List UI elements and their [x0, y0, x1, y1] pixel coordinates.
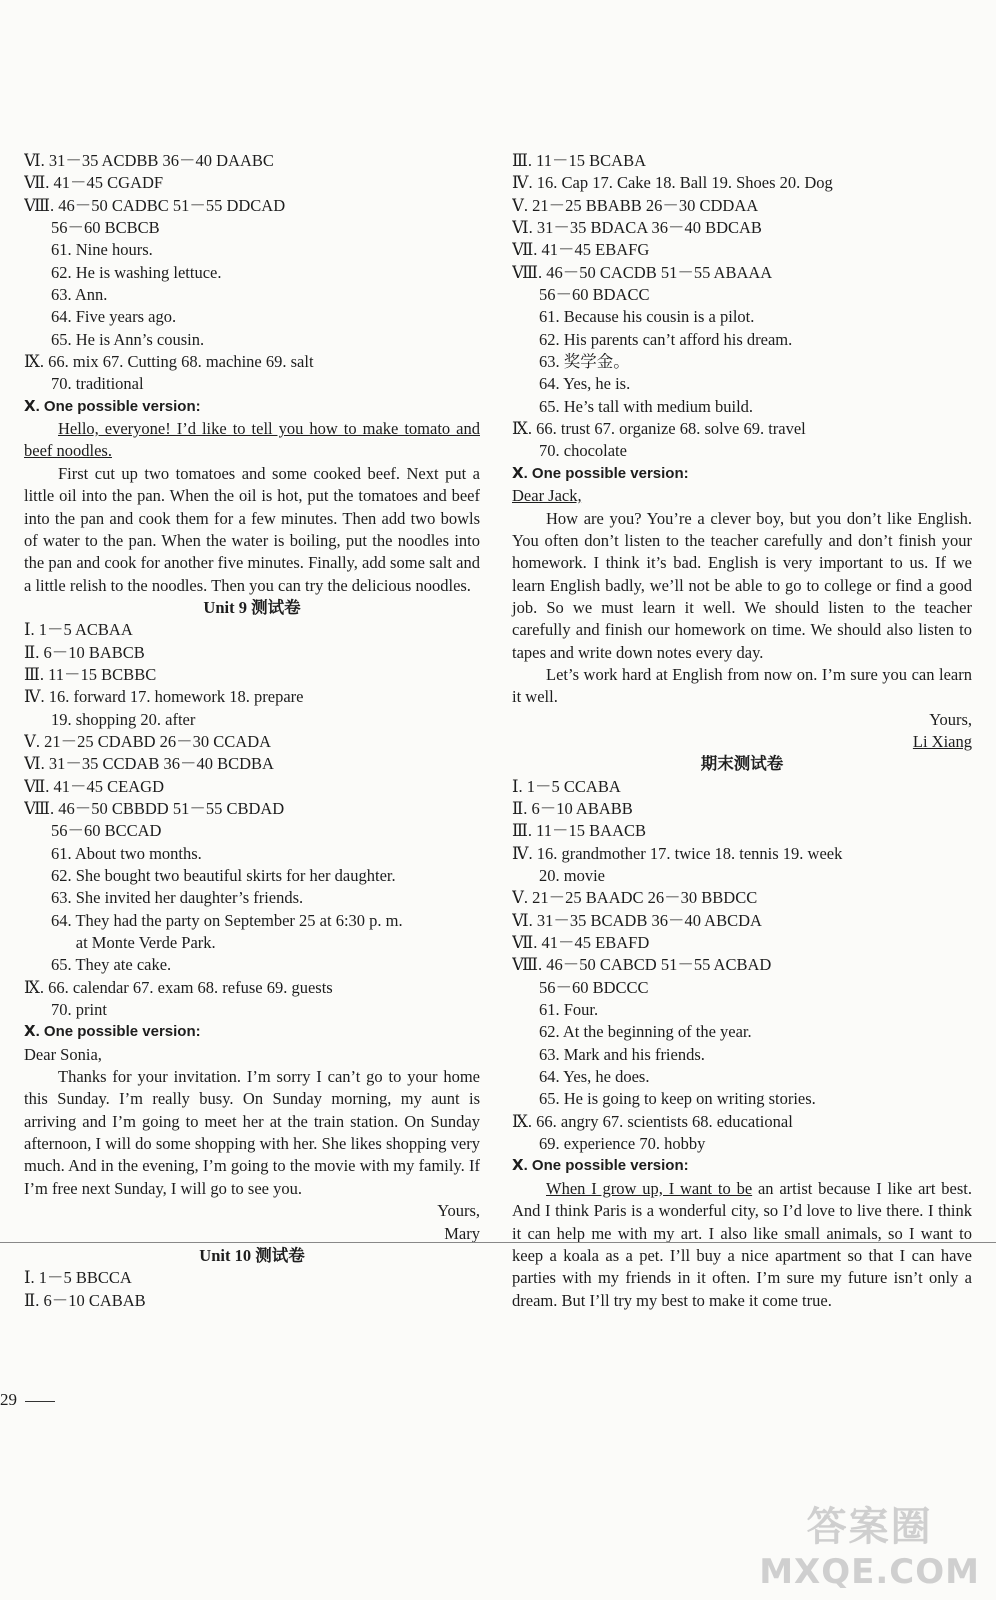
answer-line: 63. Ann. [51, 285, 108, 305]
answer-line: Ⅰ. 1－5 BBCCA [24, 1268, 132, 1288]
answer-line: Ⅲ. 11－15 BAACB [512, 821, 647, 841]
answer-line: 64. Yes, he is. [539, 374, 631, 394]
answer-line: 56－60 BDACC [539, 285, 650, 305]
page-number-dash [25, 1401, 55, 1402]
answer-line: Ⅴ. 21－25 BBABB 26－30 CDDAA [512, 195, 759, 215]
essay-rest: an artist because I like art best. And I think Paris is a wonderful city, so I’d love to live there. I think it can help me with my art. I also like small animals, so I want to keep a koala as a pet. I’ll buy a nice apartment so that I can have parties with my friends in it often. I’m sure my future isn’t only a dream. But I’ll try my best to make it come true. [512, 1178, 972, 1310]
answer-line: Ⅰ. 1－5 ACBAA [24, 620, 133, 640]
answer-line: 63. 奖学金。 [539, 352, 630, 372]
answer-line: 62. His parents can’t afford his dream. [539, 329, 793, 349]
letter-signature: Mary [444, 1223, 480, 1243]
letter-body: Let’s work hard at English from now on. I’m sure you can learn it well. [512, 664, 972, 707]
left-column [24, 150, 480, 1312]
essay-lead: When I grow up, I want to be [546, 1178, 753, 1198]
answer-line: Ⅶ. 41－45 CGADF [24, 173, 164, 193]
page-number [0, 1390, 55, 1410]
answer-line: Ⅱ. 6－10 CABAB [24, 1290, 146, 1310]
answer-line: 62. He is washing lettuce. [51, 262, 222, 282]
watermark-url: MXQE.COM [759, 1552, 980, 1592]
letter-body: How are you? You’re a clever boy, but you don’t like English. You often don’t listen to the teacher carefully and don’t finish your homework. I think it’s bad. English is very important to us. If we learn English badly, we’ll not be able to go to college or find a good job. So we must learn it well. We should listen to the teacher carefully and finish our homework on time. We should also listen to tapes and write down notes every day. [512, 508, 972, 662]
answer-line: 65. They ate cake. [51, 955, 172, 975]
answer-line: 61. Four. [539, 1000, 599, 1020]
letter-greeting: Dear Sonia, [24, 1044, 102, 1064]
answer-line: Ⅳ. 16. Cap 17. Cake 18. Ball 19. Shoes 20. Dog [512, 173, 833, 193]
answer-line: 61. Nine hours. [51, 240, 153, 260]
unit9-title: Unit 9 测试卷 [203, 597, 301, 617]
answer-line: Ⅲ. 11－15 BCABA [512, 151, 647, 170]
answer-line: Ⅲ. 11－15 BCBBC [24, 664, 157, 684]
answer-line: Ⅵ. 31－35 CCDAB 36－40 BCDBA [24, 754, 274, 774]
answer-line: Ⅶ. 41－45 EBAFD [512, 933, 650, 953]
answer-line: Ⅷ. 46－50 CABCD 51－55 ACBAD [512, 955, 772, 975]
answer-line: Ⅸ. 66. trust 67. organize 68. solve 69. travel [512, 419, 806, 439]
answer-line: 56－60 BCCAD [51, 821, 162, 841]
right-column [512, 150, 972, 1312]
answer-line: 65. He is going to keep on writing stories. [539, 1089, 816, 1109]
section-label: Ⅹ. One possible version: [24, 1023, 201, 1041]
section-label: Ⅹ. One possible version: [24, 397, 201, 415]
answer-line: Ⅴ. 21－25 CDABD 26－30 CCADA [24, 731, 272, 751]
answer-line: 70. traditional [51, 374, 144, 394]
answer-line: 70. chocolate [539, 441, 627, 461]
answer-line: Ⅱ. 6－10 ABABB [512, 798, 633, 818]
watermark-logo [759, 1495, 980, 1592]
answer-line: 56－60 BDCCC [539, 977, 649, 997]
answer-line: Ⅵ. 31－35 BCADB 36－40 ABCDA [512, 910, 762, 930]
answer-line: Ⅸ. 66. mix 67. Cutting 68. machine 69. salt [24, 352, 314, 372]
answer-line: Ⅸ. 66. calendar 67. exam 68. refuse 69. guests [24, 977, 333, 997]
letter-close: Yours, [929, 709, 972, 729]
answer-line: 64. Yes, he does. [539, 1067, 650, 1087]
answer-line: 61. Because his cousin is a pilot. [539, 307, 755, 327]
answer-line: 64. They had the party on September 25 at 6:30 p. m. [51, 910, 403, 930]
essay-body [512, 1178, 972, 1312]
letter-signature: Li Xiang [912, 731, 972, 751]
answer-line: 65. He is Ann’s cousin. [51, 329, 205, 349]
section-label: Ⅹ. One possible version: [512, 464, 689, 482]
answer-line: 62. She bought two beautiful skirts for her daughter. [51, 866, 396, 885]
answer-line: Ⅳ. 16. grandmother 17. twice 18. tennis 19. week [512, 843, 843, 863]
page-number-text: 29 [0, 1390, 17, 1409]
answer-line: Ⅸ. 66. angry 67. scientists 68. educational [512, 1111, 793, 1131]
letter-close: Yours, [437, 1201, 480, 1221]
answer-line: Ⅶ. 41－45 CEAGD [24, 776, 165, 796]
answer-line: 19. shopping 20. after [51, 709, 196, 729]
answer-line: 63. She invited her daughter’s friends. [51, 888, 304, 908]
watermark-top: 答案圈 [806, 1504, 933, 1550]
answer-line: at Monte Verde Park. [51, 933, 216, 953]
answer-line: Ⅷ. 46－50 CBBDD 51－55 CBDAD [24, 798, 285, 818]
essay-body: First cut up two tomatoes and some cooked beef. Next put a little oil into the pan. When the oil is hot, put the tomatoes and beef into the pan and cook them for a few minutes. Then add two bowls of water to the pan. When the water is boiling, put the noodles into the pan and cook for another five minutes. Finally, add some salt and a little relish to the noodles. Then you can try the delicious noodles. [24, 463, 480, 595]
answer-line: 64. Five years ago. [51, 307, 177, 327]
answer-line: Ⅱ. 6－10 BABCB [24, 642, 145, 662]
answer-line: 69. experience 70. hobby [539, 1134, 706, 1154]
answer-line: 70. print [51, 1000, 107, 1020]
divider [0, 1242, 996, 1243]
essay-title: Hello, everyone! I’d like to tell you how to make tomato and beef noodles. [24, 419, 480, 461]
answer-line: Ⅵ. 31－35 ACDBB 36－40 DAABC [24, 151, 274, 170]
unit10-title: Unit 10 测试卷 [199, 1245, 305, 1265]
answer-line: Ⅳ. 16. forward 17. homework 18. prepare [24, 687, 304, 707]
answer-line: Ⅶ. 41－45 EBAFG [512, 240, 650, 260]
answer-line: 56－60 BCBCB [51, 218, 160, 238]
answer-line: 62. At the beginning of the year. [539, 1022, 752, 1042]
answer-line: 65. He’s tall with medium build. [539, 396, 754, 416]
answer-line: Ⅷ. 46－50 CADBC 51－55 DDCAD [24, 195, 286, 215]
answer-line: Ⅰ. 1－5 CCABA [512, 776, 621, 796]
letter-greeting: Dear Jack, [512, 486, 582, 506]
answer-line: Ⅴ. 21－25 BAADC 26－30 BBDCC [512, 888, 758, 908]
letter-body: Thanks for your invitation. I’m sorry I can’t go to your home this Sunday. I’m really busy. On Sunday morning, my aunt is arriving and I’m going to meet her at the train station. On Sunday afternoon, I will do some shopping with her. She likes shopping very much. And in the evening, I’m going to the movie with my family. If I’m free next Sunday, I will go to see you. [24, 1067, 480, 1198]
answer-line: Ⅷ. 46－50 CACDB 51－55 ABAAA [512, 262, 773, 282]
answer-line: Ⅵ. 31－35 BDACA 36－40 BDCAB [512, 218, 762, 238]
answer-line: 63. Mark and his friends. [539, 1044, 705, 1064]
section-label: Ⅹ. One possible version: [512, 1157, 689, 1175]
final-exam-title: 期末测试卷 [700, 754, 784, 774]
answer-line: 61. About two months. [51, 843, 202, 863]
answer-line: 20. movie [539, 866, 605, 885]
